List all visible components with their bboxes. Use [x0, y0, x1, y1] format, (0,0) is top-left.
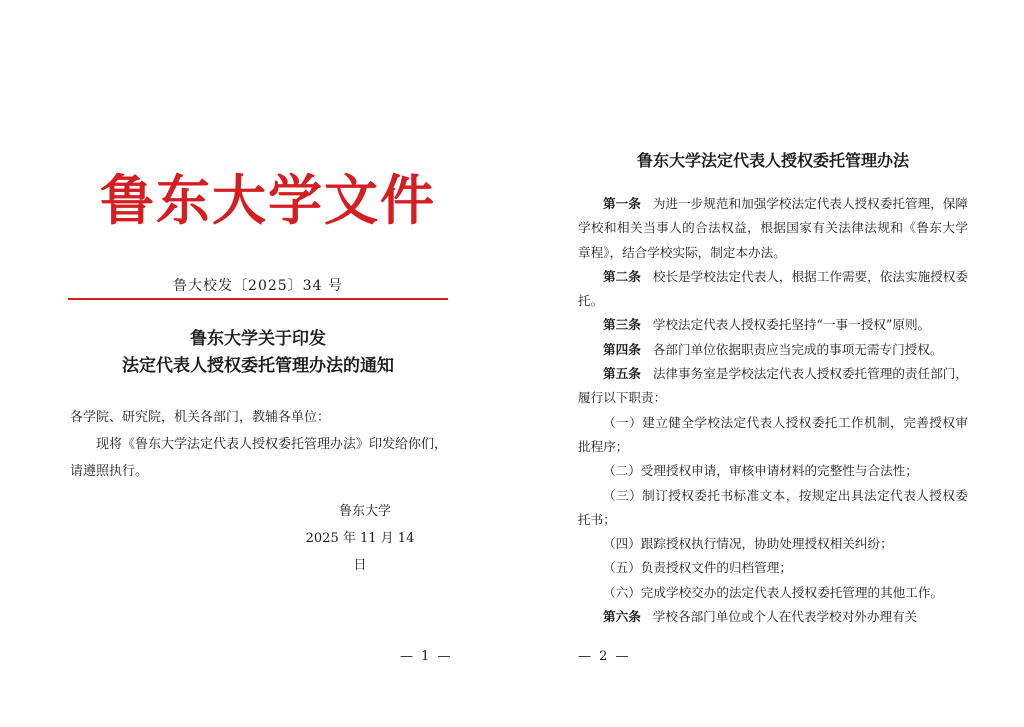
page-number: — 1 — [400, 649, 453, 664]
article-label: 第四条 [603, 341, 641, 357]
article-label: 第五条 [603, 366, 641, 382]
document-number: 鲁大校发〔2025〕34 号 [173, 278, 343, 294]
notice-title [68, 326, 448, 380]
article-text: 法律事务室是学校法定代表人授权委托管理的责任部门，履行以下职责： [578, 366, 969, 406]
article-text: 校长是学校法定代表人，根据工作需要，依法实施授权委托。 [578, 268, 969, 309]
article [578, 313, 968, 337]
article [578, 192, 968, 265]
signature-organization: 鲁东大学 [338, 504, 391, 519]
article-label: 第六条 [603, 609, 641, 625]
list-item: （六）完成学校交办的法定代表人授权委托管理的其他工作。 [603, 584, 944, 600]
document-masthead: 鲁东大学文件 [100, 168, 436, 232]
notice-body [70, 404, 450, 485]
regulation-articles [578, 192, 968, 629]
list-item: （二）受理授权申请，审核申请材料的完整性与合法性； [603, 463, 918, 479]
salutation: 各学院、研究院，机关各部门，教辅各单位： [70, 410, 331, 425]
signature-date: 2025 年 11 月 14 日 [305, 531, 415, 573]
article [578, 362, 968, 411]
article [578, 605, 968, 629]
list-item: （三）制订授权委托书标准文本，按规定出具法定代表人授权委托书； [578, 487, 968, 527]
notice-title-line-2: 法定代表人授权委托管理办法的通知 [122, 356, 394, 376]
signature-block [300, 498, 420, 579]
article [578, 265, 968, 314]
article-text: 为进一步规范和加强学校法定代表人授权委托管理，保障学校和相关当事人的合法权益，根据国家有关法律法规和《鲁东大学章程》，结合学校实际，制定本办法。 [578, 196, 969, 260]
article-label: 第三条 [603, 317, 641, 333]
page-number: — 2 — [578, 649, 631, 664]
page-2 [512, 0, 1024, 727]
list-item: （四）跟踪授权执行情况，协助处理授权相关纠纷； [603, 536, 893, 552]
article-label: 第二条 [603, 268, 641, 284]
notice-title-line-1: 鲁东大学关于印发 [190, 329, 326, 349]
article-text: 学校法定代表人授权委托坚持“一事一授权”原则。 [652, 317, 931, 333]
list-item: （一）建立健全学校法定代表人授权委托工作机制，完善授权审批程序； [578, 414, 968, 454]
article-text: 各部门单位依据职责应当完成的事项无需专门授权。 [652, 341, 943, 357]
article [578, 338, 968, 362]
article-text: 学校各部门单位或个人在代表学校对外办理有关 [652, 609, 918, 625]
regulation-title: 鲁东大学法定代表人授权委托管理办法 [636, 151, 909, 170]
red-divider-line [68, 298, 448, 300]
notice-paragraph: 现将《鲁东大学法定代表人授权委托管理办法》印发给你们，请遵照执行。 [70, 437, 448, 479]
list-item: （五）负责授权文件的归档管理； [603, 560, 792, 576]
article-label: 第一条 [603, 196, 641, 211]
